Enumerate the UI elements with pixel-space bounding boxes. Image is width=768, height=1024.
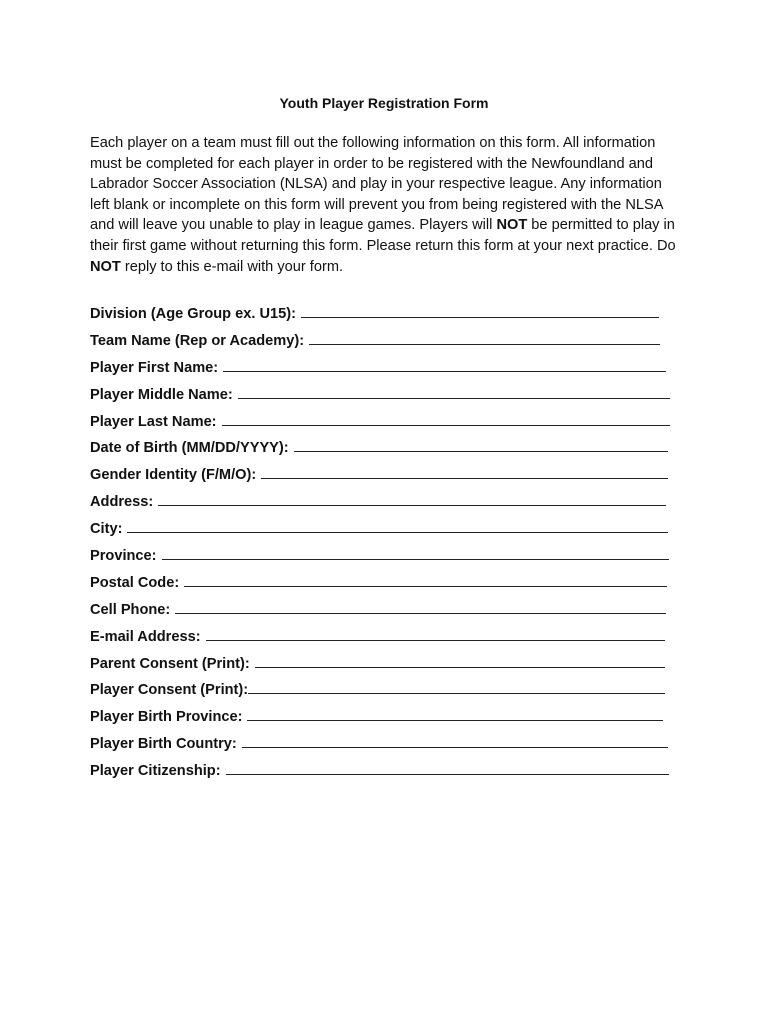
field-label-date-of-birth: Date of Birth (MM/DD/YYYY):	[90, 440, 289, 457]
field-line-email-address[interactable]	[206, 626, 665, 641]
field-line-parent-consent[interactable]	[255, 653, 665, 668]
instructions-text-3: reply to this e-mail with your form.	[120, 258, 344, 275]
field-label-player-birth-country: Player Birth Country:	[90, 736, 237, 753]
field-line-player-consent[interactable]	[248, 679, 665, 694]
field-player-consent	[90, 679, 680, 706]
field-player-last-name	[90, 411, 680, 438]
field-label-player-citizenship: Player Citizenship:	[90, 763, 221, 780]
field-line-player-birth-country[interactable]	[242, 733, 668, 748]
field-line-postal-code[interactable]	[184, 572, 667, 587]
field-team-name	[90, 330, 680, 357]
field-label-parent-consent: Parent Consent (Print):	[90, 655, 250, 672]
field-line-player-citizenship[interactable]	[226, 760, 669, 775]
registration-fields	[90, 303, 680, 787]
field-label-player-birth-province: Player Birth Province:	[90, 709, 243, 726]
field-player-birth-country	[90, 733, 680, 760]
field-line-division[interactable]	[301, 303, 659, 318]
instructions-emphasis-not-2: NOT	[90, 258, 121, 275]
field-line-province[interactable]	[162, 545, 669, 560]
instructions-emphasis-not-1: NOT	[496, 217, 528, 234]
field-label-player-first-name: Player First Name:	[90, 359, 219, 376]
field-gender-identity	[90, 464, 680, 491]
field-city	[90, 518, 680, 545]
field-line-player-birth-province[interactable]	[247, 706, 663, 721]
form-instructions	[90, 133, 682, 277]
field-postal-code	[90, 572, 680, 599]
field-player-first-name	[90, 357, 680, 384]
field-email-address	[90, 626, 680, 653]
field-line-team-name[interactable]	[309, 330, 660, 345]
field-line-player-last-name[interactable]	[222, 411, 670, 426]
field-player-citizenship	[90, 760, 680, 787]
field-line-address[interactable]	[158, 491, 666, 506]
field-line-cell-phone[interactable]	[175, 599, 666, 614]
field-label-player-consent: Player Consent (Print):	[90, 682, 249, 699]
field-parent-consent	[90, 653, 680, 680]
field-label-gender-identity: Gender Identity (F/M/O):	[90, 467, 257, 484]
form-title: Youth Player Registration Form	[279, 95, 489, 111]
field-label-postal-code: Postal Code:	[90, 574, 180, 591]
field-player-middle-name	[90, 384, 680, 411]
field-player-birth-province	[90, 706, 680, 733]
field-line-city[interactable]	[127, 518, 668, 533]
instructions-text-2: be permitted to play in their first game without returning this form. Please return this form at your next practice. Do	[90, 217, 676, 254]
field-date-of-birth	[90, 437, 680, 464]
field-line-player-first-name[interactable]	[223, 357, 666, 372]
field-label-player-middle-name: Player Middle Name:	[90, 386, 233, 403]
field-label-address: Address:	[90, 494, 154, 511]
field-label-province: Province:	[90, 548, 157, 565]
field-label-division: Division (Age Group ex. U15):	[90, 306, 296, 322]
field-line-player-middle-name[interactable]	[238, 384, 670, 399]
field-address	[90, 491, 680, 518]
field-label-cell-phone: Cell Phone:	[90, 601, 171, 618]
field-division	[90, 303, 680, 330]
field-line-date-of-birth[interactable]	[294, 437, 668, 452]
field-cell-phone	[90, 599, 680, 626]
field-line-gender-identity[interactable]	[261, 464, 668, 479]
field-label-city: City:	[90, 521, 123, 538]
instructions-text-1: Each player on a team must fill out the following information on this form. All information must be completed for each player in order to be registered with the Newfoundland and Labrador Soccer Association (NLSA) and play in your respective league. Any information left blank or incomplete on this form will prevent you from being registered with the NLSA and will leave you unable to play in league games. Players will	[90, 135, 663, 234]
field-label-player-last-name: Player Last Name:	[90, 413, 217, 430]
field-province	[90, 545, 680, 572]
field-label-team-name: Team Name (Rep or Academy):	[90, 332, 305, 349]
field-label-email-address: E-mail Address:	[90, 628, 201, 645]
